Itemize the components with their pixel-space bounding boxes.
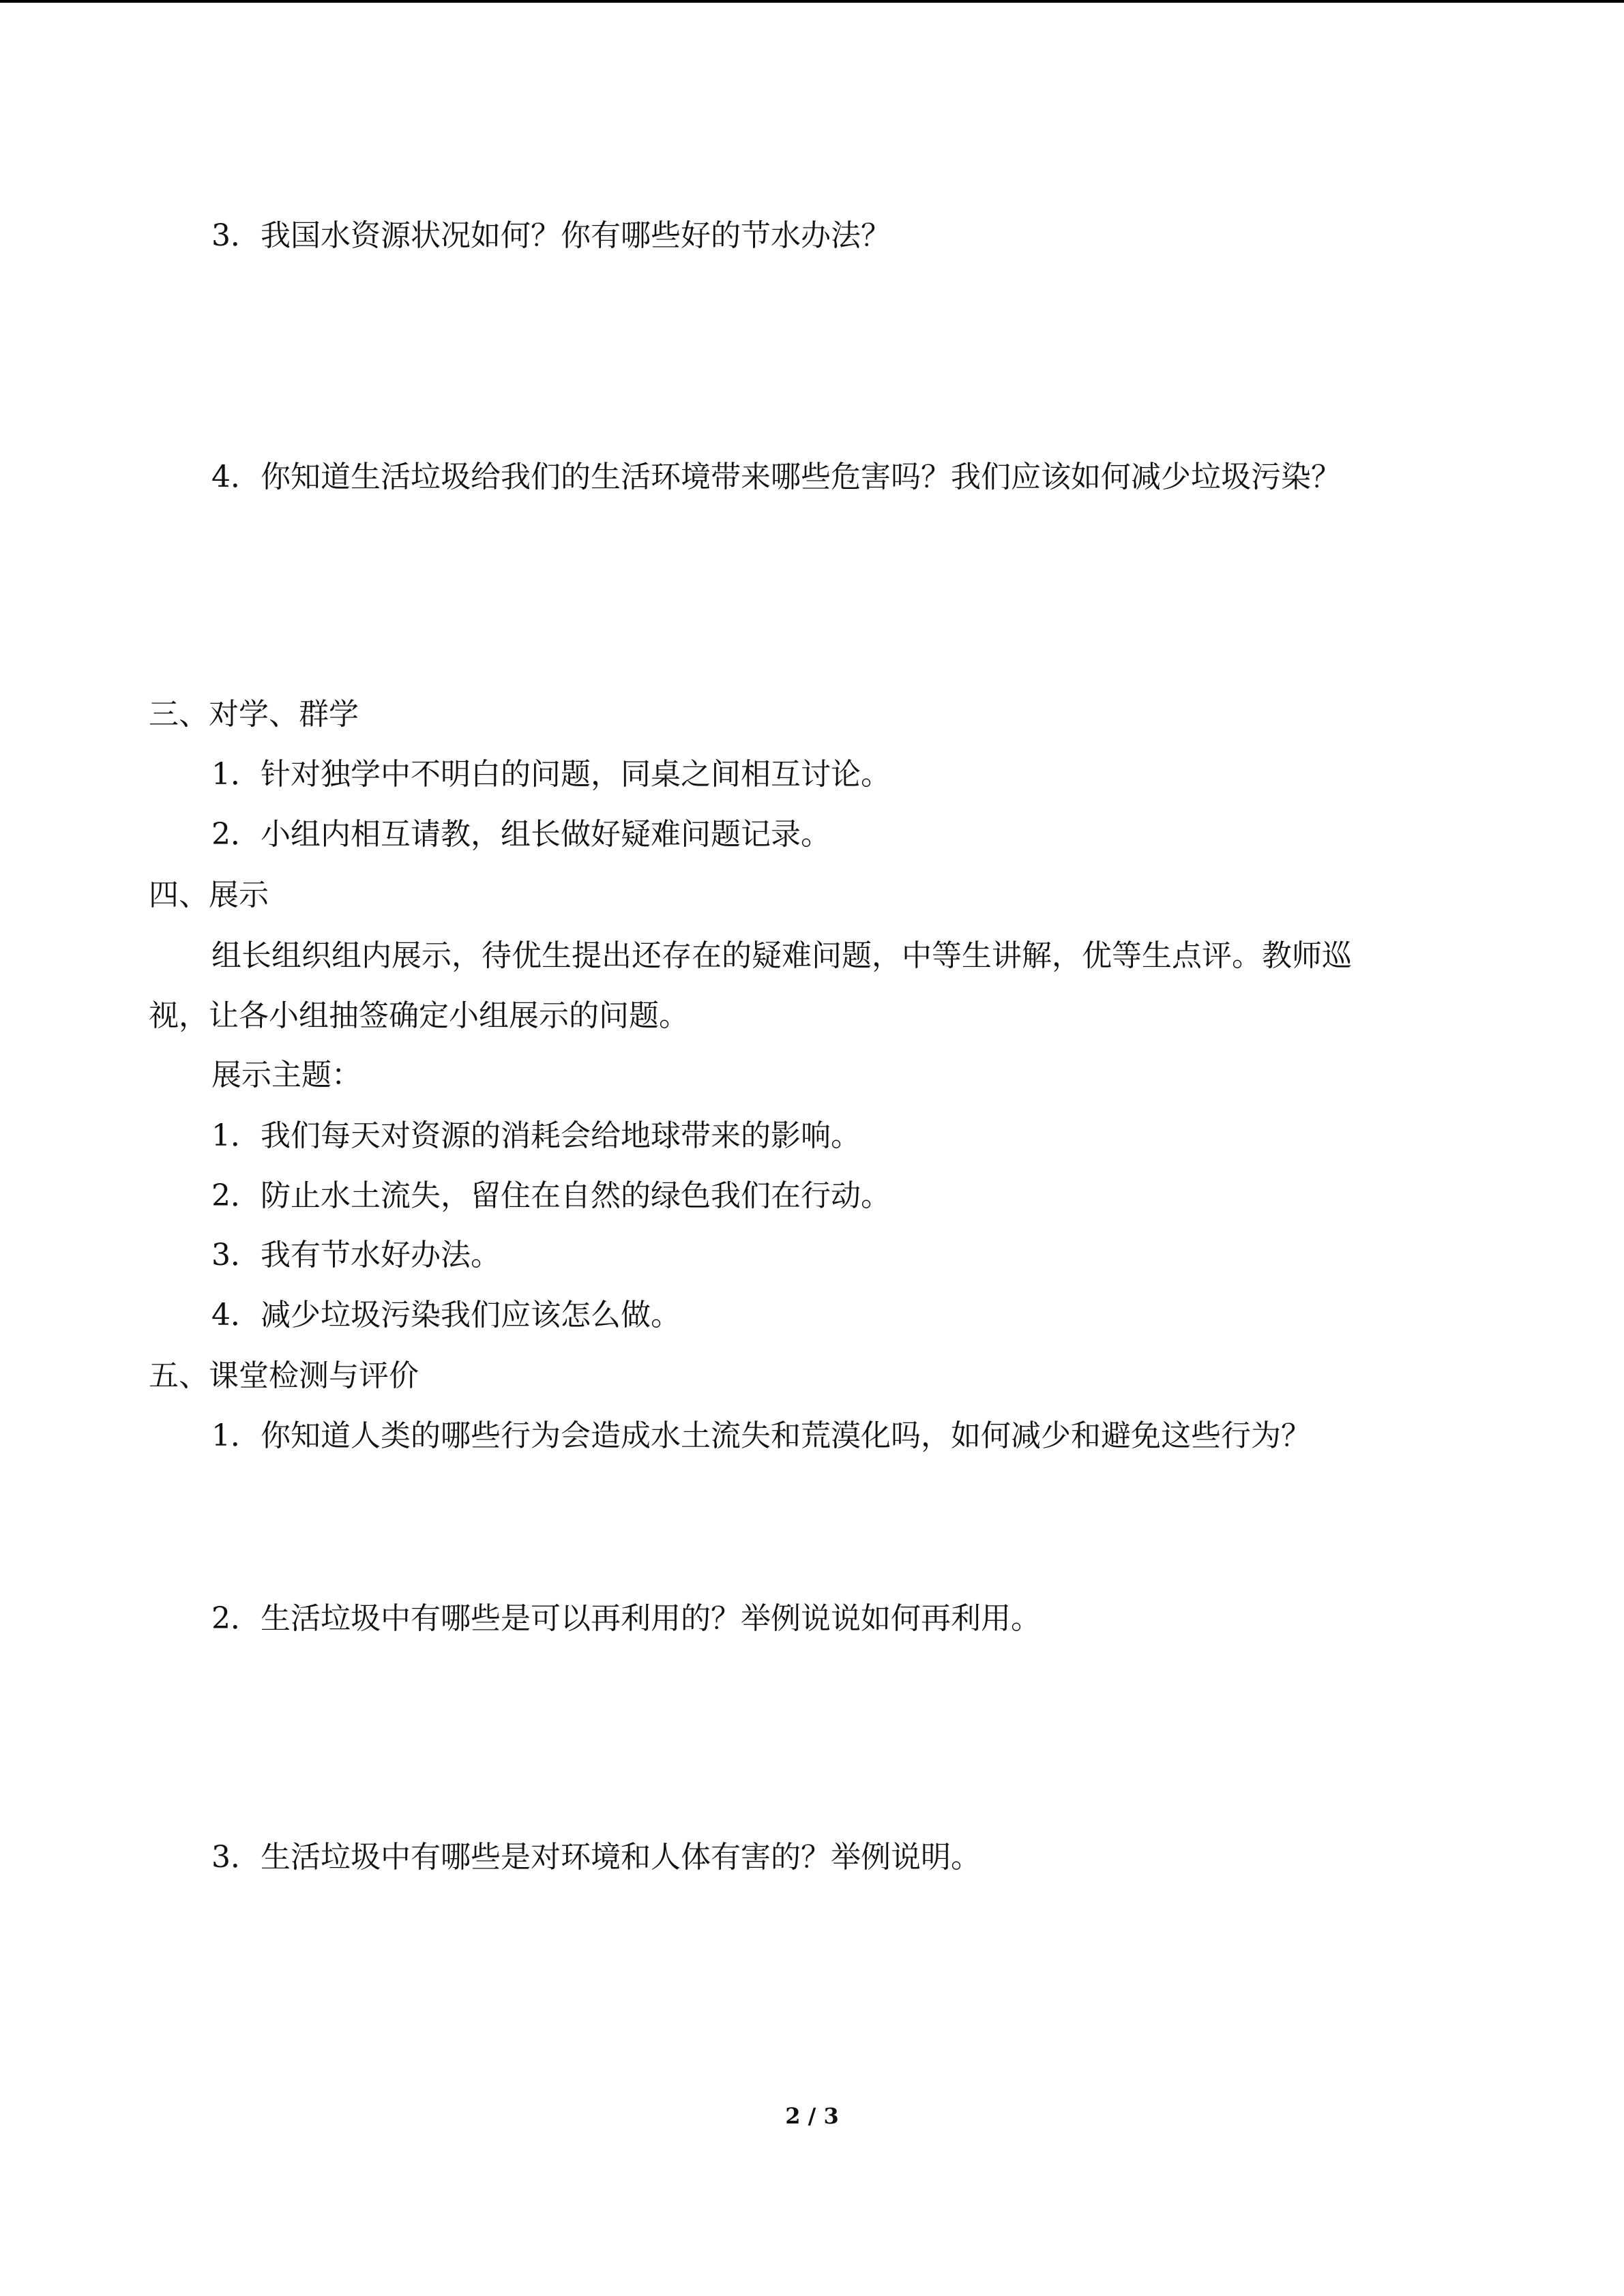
section-heading-peer-learning: 三、对学、群学 [149,697,359,732]
presentation-paragraph-line-1: 组长组织组内展示，待优生提出还存在的疑难问题，中等生讲解，优等生点评。教师巡 [211,938,1352,973]
assessment-question-2: 2．生活垃圾中有哪些是可以再利用的？举例说说如何再利用。 [211,1601,1041,1636]
section-heading-presentation: 四、展示 [149,878,269,912]
peer-learning-item-2: 2．小组内相互请教，组长做好疑难问题记录。 [211,817,831,852]
peer-learning-item-1: 1．针对独学中不明白的问题，同桌之间相互讨论。 [211,757,891,792]
top-border-rule [0,0,1624,3]
question-water-resources: 3．我国水资源状况如何？你有哪些好的节水办法？ [211,218,891,253]
assessment-question-3: 3．生活垃圾中有哪些是对环境和人体有害的？举例说明。 [211,1840,981,1875]
assessment-question-1: 1．你知道人类的哪些行为会造成水土流失和荒漠化吗，如何减少和避免这些行为？ [211,1418,1311,1453]
presentation-topic-2: 2．防止水土流失，留住在自然的绿色我们在行动。 [211,1178,891,1213]
presentation-paragraph-line-2: 视，让各小组抽签确定小组展示的问题。 [149,998,689,1033]
question-household-waste: 4．你知道生活垃圾给我们的生活环境带来哪些危害吗？我们应该如何减少垃圾污染？ [211,460,1341,494]
presentation-topic-3: 3．我有节水好办法。 [211,1238,501,1272]
section-heading-assessment: 五、课堂检测与评价 [149,1358,419,1393]
presentation-topic-1: 1．我们每天对资源的消耗会给地球带来的影响。 [211,1118,861,1153]
presentation-topic-4: 4．减少垃圾污染我们应该怎么做。 [211,1298,681,1332]
page-number: 2 / 3 [785,2103,839,2129]
presentation-topics-label: 展示主题： [211,1058,361,1092]
